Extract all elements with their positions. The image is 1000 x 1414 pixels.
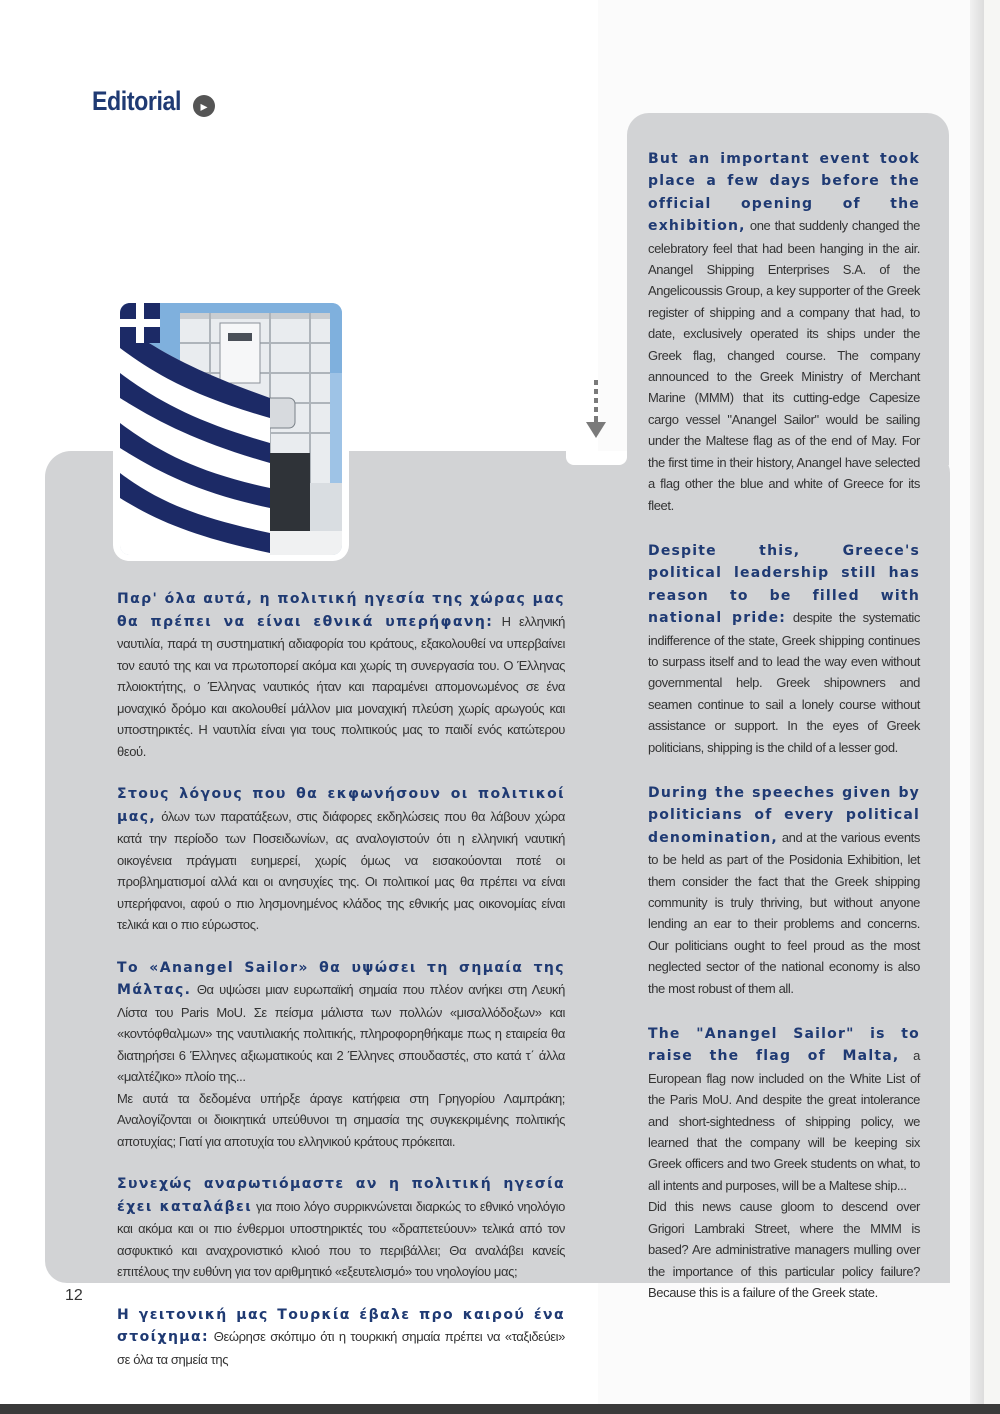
paragraph-body: για ποιο λόγο συρρικνώνεται διαρκώς το εθνικό νηολόγιο και ακόμα και οι πιο ένθερμοι υποστηρικτές του «δραπετεύουν» τελικά από τον ασφυκτικό και αναχρονιστικό κλιοό που το περιβάλλει; Θα αναλάβει κανείς επιτέλους την ευθύνη για τον αριθμητικό «εξευτελισμό» του νηολογίου μας; [117,1198,565,1279]
paragraph-lead: The "Anangel Sailor" is to raise the flag of Malta, [648,1026,920,1065]
paragraph-lead: But an important event took place a few days before the official opening of the exhibition, [648,151,920,235]
greek-text-column [117,588,565,1391]
paragraph-lead: During the speeches given by politicians of every political denomination, [648,784,920,846]
greek-flag-ship-icon [120,303,342,555]
english-paragraph [648,782,920,999]
english-text-column [648,148,920,1324]
greek-paragraph [117,957,565,1153]
paragraph-body: Θεώρησε σκόπιμο ότι η τουρκική σημαία πρέπει να «ταξιδεύει» σε όλα τα σημεία της [117,1329,565,1367]
paragraph-lead: Η γειτονική μας Τουρκία έβαλε προ καιρού ένα στοίχημα: [117,1306,565,1345]
section-title: Editorial [92,86,182,116]
english-paragraph [648,148,920,516]
english-paragraph [648,540,920,758]
greek-paragraph [117,783,565,936]
page-number: 12 [65,1287,83,1304]
chevron-right-icon: ▸ [193,95,215,117]
paragraph-body: Θα υψώσει μιαν ευρωπαϊκή σημαία που πλέον ανήκει στη Λευκή Λίστα του Paris MoU. Σε πείσμα μάλιστα των πολλών «μισαλλόδοξων» και «κοντόφθαλμων» της ναυτιλιακής πολιτικής, πληροφορηθήκαμε πως η εταιρεία θα διατηρήσει 6 Έλληνες αξιωματικούς και 2 Έλληνες σπουδαστές, στο κατά τ΄ άλλα «μαλτέζικο» πλοίο της... [117,982,565,1084]
greek-paragraph [117,1304,565,1371]
english-paragraph [648,1023,920,1303]
paragraph-lead: Despite this, Greece's political leadership still has reason to be filled with national pride: [648,542,920,627]
paragraph-body-continued: Did this news cause gloom to descend over Grigori Lambraki Street, where the MMM is based? Are administrative managers mulling over the importance of this particular policy failure? Because this is a failure of the Greek state. [648,1199,920,1300]
box-notch [566,451,627,465]
bottom-rule [0,1404,1000,1414]
paragraph-body: and at the various events to be held as part of the Posidonia Exhibition, let them consider the fact that the Greek shipping community is truly thriving, but without anyone lending an ear to their problems and concerns. Our politicians ought to feel proud as the most neglected sector of the national economy is also the most robust of them all. [648,829,920,996]
paragraph-lead: Το «Anangel Sailor» θα υψώσει τη σημαία της Μάλτας. [117,959,565,998]
paragraph-body: όλων των παρατάξεων, στις διάφορες εκδηλώσεις που θα λάβουν χώρα κατά την περίοδο των Ποσειδωνίων, ας αναλογιστούν ότι η ελληνική ναυτική οικογένεια πράγματι ευημερεί, χωρίς όμως να εισακούονται ποτέ οι προβληματισμοί αλλά και οι ανησυχίες της. Οι πολιτικοί μας θα πρέπει να είναι υπερήφανοι, αφού ο πιο λησμονημένος κλάδος της εθνικής μας οικονομίας είναι τελικά και ο πιο εύρωστος. [117,808,565,932]
greek-paragraph [117,588,565,762]
greek-paragraph [117,1173,565,1283]
paragraph-lead: Παρ' όλα αυτά, η πολιτική ηγεσία της χώρας μας θα πρέπει να είναι εθνικά υπερήφανη: [117,591,565,630]
page-edge [970,0,984,1404]
paragraph-lead: Συνεχώς αναρωτιόμαστε αν η πολιτική ηγεσία έχει καταλάβει [117,1176,565,1215]
arrow-down-icon [584,380,608,440]
paragraph-body-continued: Με αυτά τα δεδομένα υπήρξε άραγε κατήφεια στη Γρηγορίου Λαμπράκη; Αναλογίζονται οι διοικητικά υπεύθυνοι τη σημασία της συγκεκριμένης πολιτικής αποτυχίας; Γιατί για αποτυχία του ελληνικού κράτους πρόκειται. [117,1090,565,1149]
paragraph-lead: Στους λόγους που θα εκφωνήσουν οι πολιτικοί μας, [117,786,565,825]
paragraph-body: Η ελληνική ναυτιλία, παρά τη συστηματική αδιαφορία του κράτους, εξακολουθεί να υπερβαίνει τον εαυτό της και να πρωτοπορεί ακόμα και χωρίς τη συνεργασία του. Ο Έλληνας πλοιοκτήτης, ο Έλληνας ναυτικός ήταν και παραμένει απομονωμένος σε ένα μοναχικό δρόμο και ακολουθεί μάλλον μια μοναχική πλεύση χωρίς αρωγούς και υποστηρικτές. Η ναυτιλία είναι για τους πολιτικούς μας το παιδί ενός κατώτερου θεού. [117,613,565,759]
greek-flag-photo [120,303,342,555]
paragraph-body: a European flag now included on the White List of the Paris MoU. And despite the great intolerance and short-sightedness of shipping policy, we learned that the company will be keeping six Greek officers and two Greek students on what, to all intents and purposes, will be a Maltese ship... [648,1048,920,1193]
paragraph-body: despite the systematic indifference of the state, Greek shipping continues to surpass itself and to lead the way even without governmental help. Greek shipowners and seamen continue to sail a lonely course without assistance or support. In the eyes of Greek politicians, shipping is the child of a lesser god. [648,610,921,755]
paragraph-body: one that suddenly changed the celebratory feel that had been hanging in the air. Anangel Shipping Enterprises S.A. of the Angelicoussis Group, a key supporter of the Greek register of shipping and a company that had, to date, exclusively operated its ships under the Greek flag, changed course. The company announced to the Greek Ministry of Merchant Marine (MMM) that its cutting-edge Capesize cargo vessel "Anangel Sailor" would be sailing under the Maltese flag as of the end of May. For the first time in their history, Anangel have selected a flag other the blue and white of Greece for its fleet. [648,218,920,513]
